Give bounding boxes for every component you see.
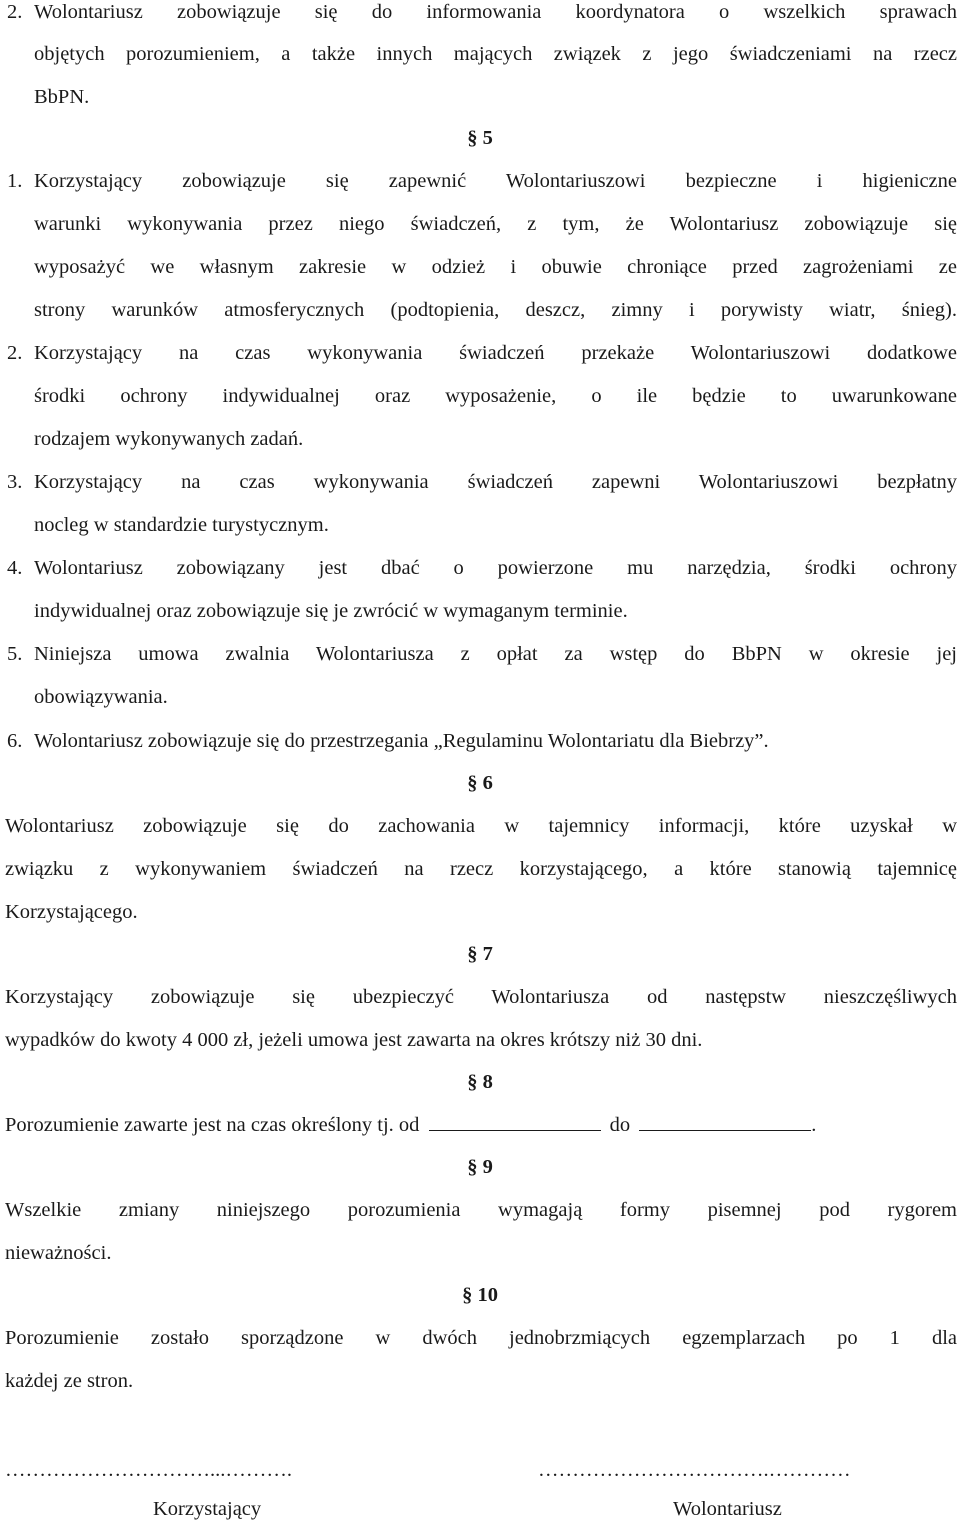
paragraph-number: 5. <box>7 643 23 665</box>
paragraph-line: BbPN. <box>34 86 90 108</box>
paragraph-line: obowiązywania. <box>34 686 168 708</box>
signature-label-korzystajacy: Korzystający <box>153 1498 262 1520</box>
paragraph-line: Wszelkie zmiany niniejszego porozumienia wymagają formy pisemnej pod rygorem <box>5 1199 957 1221</box>
paragraph-line: nocleg w standardzie turystycznym. <box>34 514 329 536</box>
term-text-start: Porozumienie zawarte jest na czas określony tj. od <box>5 1114 420 1136</box>
section-heading-5: § 5 <box>467 127 493 149</box>
signature-line-right: …………………………….………… <box>538 1459 851 1481</box>
paragraph-number: 6. <box>7 730 23 752</box>
paragraph-number: 2. <box>7 1 23 23</box>
paragraph-line: indywidualnej oraz zobowiązuje się je zwrócić w wymaganym terminie. <box>34 600 628 622</box>
paragraph-number: 1. <box>7 170 23 192</box>
term-sentence <box>5 1113 957 1137</box>
paragraph-number: 3. <box>7 471 23 493</box>
paragraph-line: wyposażyć we własnym zakresie w odzież i obuwie chroniące przed zagrożeniami ze <box>34 256 957 278</box>
paragraph-line: warunki wykonywania przez niego świadczeń, z tym, że Wolontariusz zobowiązuje się <box>34 213 957 235</box>
paragraph-line: nieważności. <box>5 1242 112 1264</box>
paragraph-line: Korzystającego. <box>5 901 138 923</box>
paragraph-line: Wolontariusz zobowiązuje się do zachowania w tajemnicy informacji, które uzyskał w <box>5 815 957 837</box>
term-text-end: . <box>811 1114 817 1136</box>
paragraph-line: Korzystający na czas wykonywania świadczeń zapewni Wolontariuszowi bezpłatny <box>34 471 957 493</box>
date-from-field[interactable] <box>429 1114 601 1131</box>
paragraph-line: Wolontariusz zobowiązany jest dbać o powierzone mu narzędzia, środki ochrony <box>34 557 957 579</box>
paragraph-line: rodzajem wykonywanych zadań. <box>34 428 304 450</box>
paragraph-line: objętych porozumieniem, a także innych mających związek z jego świadczeniami na rzecz <box>34 43 957 65</box>
paragraph-line: Niniejsza umowa zwalnia Wolontariusza z opłat za wstęp do BbPN w okresie jej <box>34 643 957 665</box>
paragraph-line: strony warunków atmosferycznych (podtopienia, deszcz, zimny i porywisty wiatr, śnieg). <box>34 299 957 321</box>
paragraph-line: każdej ze stron. <box>5 1370 134 1392</box>
section-heading-9: § 9 <box>467 1156 493 1178</box>
paragraph-number: 2. <box>7 342 23 364</box>
section-heading-6: § 6 <box>467 772 493 794</box>
paragraph-line: związku z wykonywaniem świadczeń na rzecz korzystającego, a które stanowią tajemnicę <box>5 858 957 880</box>
paragraph-line: Korzystający zobowiązuje się zapewnić Wolontariuszowi bezpieczne i higieniczne <box>34 170 957 192</box>
paragraph-line: środki ochrony indywidualnej oraz wyposażenie, o ile będzie to uwarunkowane <box>34 385 957 407</box>
paragraph-line: Korzystający na czas wykonywania świadczeń przekaże Wolontariuszowi dodatkowe <box>34 342 957 364</box>
paragraph-line: Korzystający zobowiązuje się ubezpieczyć Wolontariusza od następstw nieszczęśliwych <box>5 986 957 1008</box>
paragraph-line: Porozumienie zostało sporządzone w dwóch jednobrzmiących egzemplarzach po 1 dla <box>5 1327 957 1349</box>
paragraph-line: wypadków do kwoty 4 000 zł, jeżeli umowa jest zawarta na okres krótszy niż 30 dni. <box>5 1029 703 1051</box>
signature-line-left: …………………………...………. <box>5 1459 292 1481</box>
date-to-field[interactable] <box>639 1114 811 1131</box>
section-heading-7: § 7 <box>467 943 493 965</box>
paragraph-line: Wolontariusz zobowiązuje się do przestrzegania „Regulaminu Wolontariatu dla Biebrzy”. <box>34 730 769 752</box>
signature-label-wolontariusz: Wolontariusz <box>673 1498 782 1520</box>
paragraph-number: 4. <box>7 557 23 579</box>
section-heading-8: § 8 <box>467 1071 493 1093</box>
section-heading-10: § 10 <box>462 1284 498 1306</box>
term-text-mid: do <box>609 1114 631 1136</box>
paragraph-line: Wolontariusz zobowiązuje się do informowania koordynatora o wszelkich sprawach <box>34 1 957 23</box>
